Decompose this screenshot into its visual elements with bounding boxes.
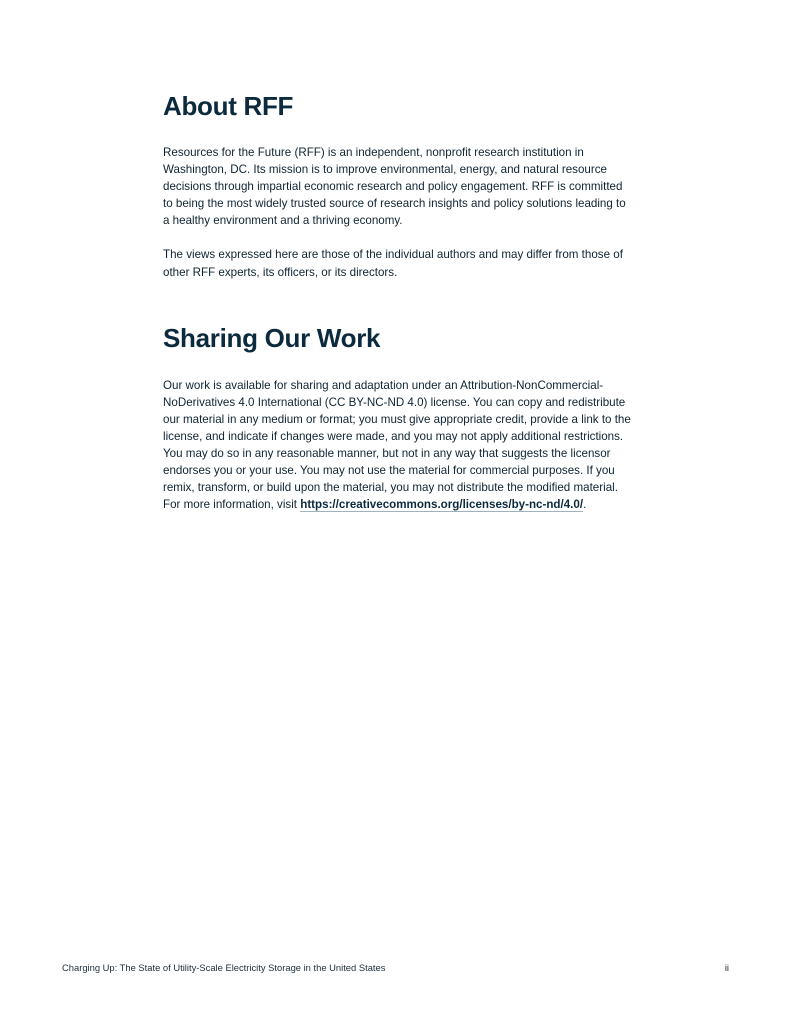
license-period: .: [583, 498, 587, 512]
views-disclaimer-paragraph: The views expressed here are those of the individual authors and may differ from those of other RFF experts, its officers, or its directors.: [163, 248, 623, 279]
about-rff-paragraph: Resources for the Future (RFF) is an independent, nonprofit research institution in Washington, DC. Its mission is to improve environmental, energy, and natural resource decisions through impartial economic research and policy engagement. RFF is committed to being the most widely trusted source of research insights and policy solutions leading to a healthy environment and a thriving economy.: [163, 146, 626, 228]
about-rff-heading: About RFF: [163, 91, 294, 121]
creative-commons-license-link[interactable]: https://creativecommons.org/licenses/by-nc-nd/4.0/: [300, 498, 584, 512]
license-text: Our work is available for sharing and adaptation under an Attribution-NonCommercial-NoDerivatives 4.0 International (CC BY-NC-ND 4.0) license. You can copy and redistribute our material in any medium or format; you must give appropriate credit, provide a link to the license, and indicate if changes were made, and you may not apply additional restrictions. You may do so in any reasonable manner, but not in any way that suggests the licensor endorses you or your use. You may not use the material for commercial purposes. If you remix, transform, or build upon the material, you may not distribute the modified material. For more information, visit: [163, 378, 631, 512]
page-footer: [62, 962, 729, 976]
sharing-our-work-heading: Sharing Our Work: [163, 322, 381, 353]
license-paragraph: [163, 377, 633, 514]
page-number: ii: [724, 962, 729, 973]
page-content: [163, 88, 633, 513]
footer-report-title: Charging Up: The State of Utility-Scale Electricity Storage in the United States: [62, 962, 386, 973]
